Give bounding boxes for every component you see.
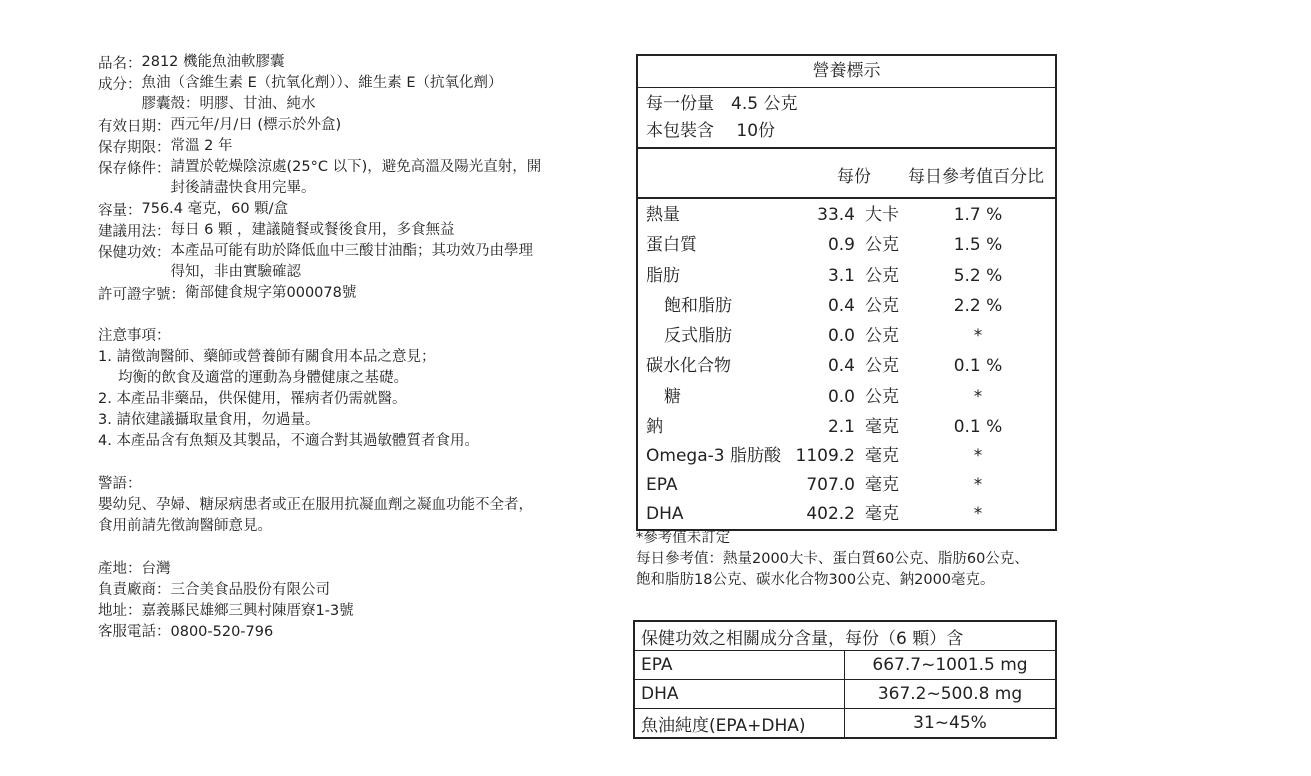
warning-text: 嬰幼兒、孕婦、糖尿病患者或正在服用抗凝血劑之凝血功能不全者， xyxy=(98,497,533,513)
reference-footnote: *參考值未訂定 xyxy=(636,530,731,546)
table-row: 魚油純度(EPA+DHA) 31~45% xyxy=(634,709,1056,739)
table-row: EPA 667.7~1001.5 mg xyxy=(634,651,1056,680)
nutrient-daily-value: 0.1 % xyxy=(953,417,1003,438)
nutrient-daily-value: 2.2 % xyxy=(953,295,1003,316)
nutrient-name: 碳水化合物 xyxy=(646,356,731,377)
table-row: DHA 367.2~500.8 mg xyxy=(634,680,1056,709)
nutrient-daily-value: * xyxy=(973,386,983,407)
functional-table-header: 保健功效之相關成分含量，每份（6 顆）含 xyxy=(634,621,1056,651)
origin: 產地：台灣 xyxy=(98,561,171,577)
nutrient-unit: 毫克 xyxy=(865,446,899,467)
nutrient-name: 脂肪 xyxy=(646,265,680,286)
nutrition-notes xyxy=(636,528,1029,591)
nutrient-name: 熱量 xyxy=(646,205,680,225)
shelf-life: 保存期限： 常溫 2 年 xyxy=(98,138,233,156)
notice-item: 均衡的飲食及適當的運動為身體健康之基礎。 xyxy=(118,370,408,386)
expiry-date: 有效日期： 西元年/月/日 (標示於外盒) xyxy=(98,117,342,135)
nutrient-unit: 毫克 xyxy=(865,475,899,496)
table-row xyxy=(638,321,1055,351)
nutrition-header xyxy=(638,149,1055,199)
nutrient-daily-value: 1.5 % xyxy=(953,235,1003,256)
nutrition-title: 營養標示 xyxy=(638,56,1055,88)
nutrient-name: 鈉 xyxy=(646,417,663,438)
notice-item: 3. 請依建議攝取量食用，勿過量。 xyxy=(98,412,320,428)
nutrient-value: 0.9 xyxy=(827,235,855,256)
nutrient-unit: 公克 xyxy=(865,295,899,316)
nutrient-daily-value: * xyxy=(973,326,983,347)
notice-item: 2. 本產品非藥品，供保健用，罹病者仍需就醫。 xyxy=(98,391,407,407)
nutrient-daily-value: 5.2 % xyxy=(953,265,1003,286)
notice-item: 4. 本產品含有魚類及其製品，不適合對其過敏體質者食用。 xyxy=(98,433,479,449)
capacity: 容量： 756.4 毫克，60 顆/盒 xyxy=(98,201,289,219)
nutrient-value: 1109.2 xyxy=(795,446,855,467)
notice-title: 注意事項： xyxy=(98,328,171,344)
nutrient-unit: 公克 xyxy=(865,235,899,256)
table-row xyxy=(638,291,1055,321)
nutrient-unit: 公克 xyxy=(865,386,899,407)
table-row xyxy=(638,230,1055,260)
table-row xyxy=(638,471,1055,500)
service-phone: 客服電話：0800-520-796 xyxy=(98,624,274,640)
nutrient-unit: 公克 xyxy=(865,356,899,377)
nutrient-daily-value: * xyxy=(973,475,983,496)
storage-conditions: 保存條件： 請置於乾燥陰涼處(25°C 以下)，避免高溫及陽光直射，開 封後請盡快食用完畢。 xyxy=(98,159,542,196)
nutrient-value: 33.4 xyxy=(817,205,855,225)
daily-reference: 飽和脂肪18公克、碳水化合物300公克、鈉2000毫克。 xyxy=(636,572,995,588)
table-row xyxy=(638,200,1055,230)
warning-title: 警語： xyxy=(98,476,142,492)
nutrient-daily-value: 1.7 % xyxy=(953,205,1003,225)
nutrient-value: 2.1 xyxy=(827,417,855,438)
nutrient-unit: 公克 xyxy=(865,326,899,347)
nutrient-unit: 毫克 xyxy=(865,504,899,525)
table-row xyxy=(638,442,1055,471)
nutrient-daily-value: 0.1 % xyxy=(953,356,1003,377)
daily-value-header: 每日參考值百分比 xyxy=(908,167,1044,187)
table-row xyxy=(638,351,1055,381)
daily-reference: 每日參考值：熱量2000大卡、蛋白質60公克、脂肪60公克、 xyxy=(636,551,1029,567)
nutrient-name: 飽和脂肪 xyxy=(664,295,732,316)
functional-ingredients-table xyxy=(633,620,1057,739)
nutrient-value: 0.4 xyxy=(827,295,855,316)
nutrient-name: 反式脂肪 xyxy=(664,326,732,347)
ingredients: 成分： 魚油（含維生素 E（抗氧化劑））、維生素 E（抗氧化劑） 膠囊殼：明膠、甘油、純水 xyxy=(98,75,503,112)
product-name: 品名： 2812 機能魚油軟膠囊 xyxy=(98,54,285,72)
nutrient-name: Omega-3 脂肪酸 xyxy=(646,446,781,467)
nutrient-name: 糖 xyxy=(664,386,681,407)
health-efficacy: 保健功效： 本產品可能有助於降低血中三酸甘油酯；其功效乃由學理 得知，非由實驗確認 xyxy=(98,243,533,280)
table-row xyxy=(638,382,1055,412)
nutrient-name: EPA xyxy=(646,475,678,496)
table-row xyxy=(638,500,1055,529)
address: 地址：嘉義縣民雄鄉三興村陳厝寮1-3號 xyxy=(98,603,354,619)
servings-per-package: 本包裝含 10份 xyxy=(646,121,776,141)
nutrient-value: 0.0 xyxy=(827,386,855,407)
nutrient-daily-value: * xyxy=(973,446,983,467)
license-number: 許可證字號： 衛部健食規字第000078號 xyxy=(98,285,357,303)
table-row xyxy=(638,412,1055,442)
nutrition-rows xyxy=(638,199,1055,529)
per-serving-header: 每份 xyxy=(837,167,871,187)
nutrition-facts-table xyxy=(636,54,1057,531)
usage: 建議用法： 每日 6 顆 ，建議隨餐或餐後食用，多食無益 xyxy=(98,222,455,240)
label-info xyxy=(98,52,618,643)
warning-text: 食用前請先徵詢醫師意見。 xyxy=(98,518,272,534)
nutrient-daily-value: * xyxy=(973,504,983,525)
nutrient-value: 707.0 xyxy=(806,475,855,496)
nutrient-value: 402.2 xyxy=(806,504,855,525)
nutrient-value: 3.1 xyxy=(827,265,855,286)
nutrient-name: 蛋白質 xyxy=(646,235,697,256)
serving-info xyxy=(638,88,1055,149)
nutrient-name: DHA xyxy=(646,504,684,525)
serving-size: 每一份量 4.5 公克 xyxy=(646,94,798,114)
nutrient-unit: 毫克 xyxy=(865,417,899,438)
nutrient-unit: 大卡 xyxy=(865,205,899,225)
manufacturer: 負責廠商：三合美食品股份有限公司 xyxy=(98,582,330,598)
notice-item: 1. 請徵詢醫師、藥師或營養師有關食用本品之意見； xyxy=(98,349,436,365)
nutrient-value: 0.0 xyxy=(827,326,855,347)
table-row xyxy=(638,261,1055,291)
nutrient-value: 0.4 xyxy=(827,356,855,377)
nutrient-unit: 公克 xyxy=(865,265,899,286)
